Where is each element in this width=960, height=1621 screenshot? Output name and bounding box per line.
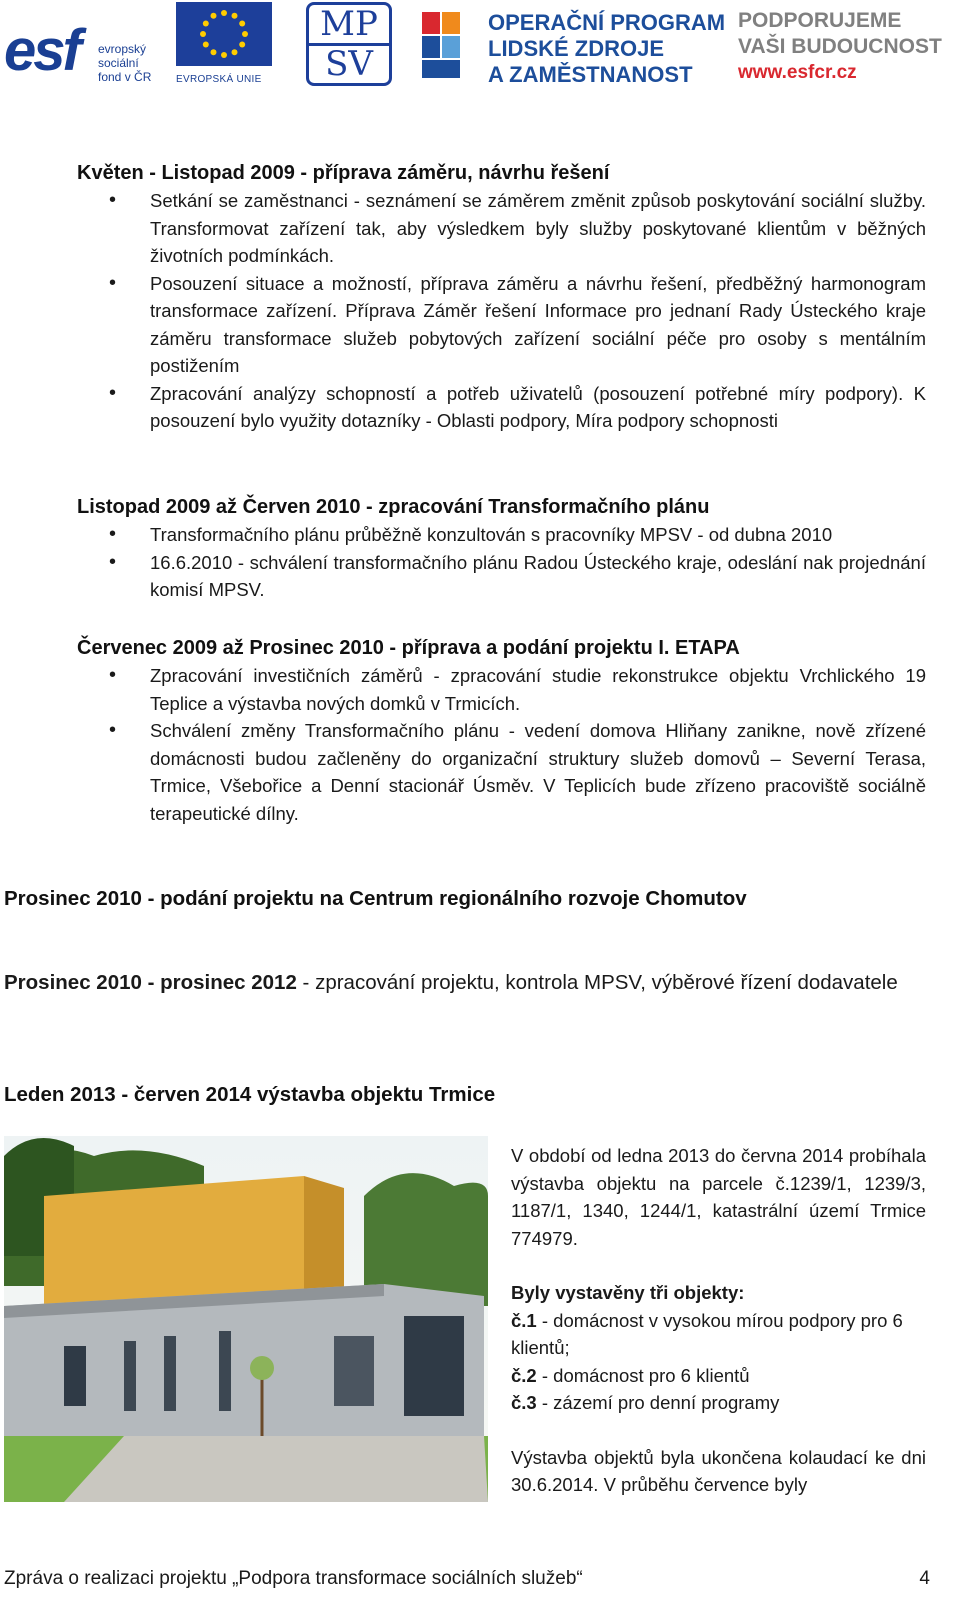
support-logo xyxy=(738,8,948,86)
section-heading: Leden 2013 - červen 2014 výstavba objektu Trmice xyxy=(4,1083,496,1106)
object-text: - domácnost v vysokou mírou podpory pro 6 klientů; xyxy=(511,1309,903,1358)
mpsv-bottom: SV xyxy=(325,44,373,84)
oplz-line: OPERAČNÍ PROGRAM xyxy=(488,10,726,35)
building-photo xyxy=(4,1136,488,1502)
list-item: • Zpracování analýzy schopností a potřeb uživatelů (posouzení potřebné míry podpory). K posouzení bylo využity dotazníky - Oblasti podpory, Míra podpory schopnosti xyxy=(77,380,926,435)
section-construction xyxy=(4,1080,930,1110)
construction-intro: V období od ledna 2013 do června 2014 probíhala výstavba objektu na parcele č.1239/1, 1239/3, 1187/1, 1340, 1244/1, katastrální území Trmice 774979. xyxy=(511,1145,926,1249)
construction-closing: Výstavba objektů byla ukončena kolaudací ke dni 30.6.2014. V průběhu července byly xyxy=(511,1446,926,1495)
esf-line: evropský xyxy=(98,42,147,56)
esf-line: fond v ČR xyxy=(98,70,152,84)
section-heading: Prosinec 2010 - podání projektu na Centrum regionálního rozvoje Chomutov xyxy=(4,887,747,910)
section-transformation-plan xyxy=(77,494,926,604)
eu-flag-icon xyxy=(176,2,272,66)
oplz-line: LIDSKÉ ZDROJE xyxy=(488,36,665,61)
oplz-text xyxy=(488,10,725,88)
page-number: 4 xyxy=(919,1568,930,1589)
list-item: • Transformačního plánu průběžně konzultován s pracovníky MPSV - od dubna 2010 xyxy=(77,521,926,549)
section-processing xyxy=(4,968,926,998)
spacer xyxy=(511,1417,926,1444)
oplz-logo xyxy=(420,4,730,94)
eu-label: EVROPSKÁ UNIE xyxy=(176,74,262,85)
list-item: • Posouzení situace a možností, příprava záměru a návrhu řešení, předběžný harmonogram transformace zařízení. Příprava Záměr řešení Informace pro jednaní Rady Ústeckého kraje záměru transformace služeb pobytových zařízení sociální péče pro osoby s mentálním postižením xyxy=(77,270,926,380)
esf-line: sociální xyxy=(98,56,139,70)
construction-details xyxy=(511,1142,926,1499)
support-line: PODPORUJEME xyxy=(738,9,902,32)
logo-bar xyxy=(0,0,960,100)
support-url: www.esfcr.cz xyxy=(738,62,857,83)
list-item: • Zpracování investičních záměrů - zpracování studie rekonstrukce objektu Vrchlického 19 Teplice a výstavba nových domků v Trmicích. xyxy=(77,662,926,717)
page-footer xyxy=(4,1568,930,1590)
list-item: • Schválení změny Transformačního plánu - vedení domova Hliňany zanikne, nově zřízené domácnosti budou začleněny do organizační struktury služeb domovů – Severní Terasa, Trmice, Všebořice a Denní stacionář Úsměv. V Teplicích bude zřízeno pracoviště sociálně terapeutické dílny. xyxy=(77,717,926,827)
section-submission xyxy=(4,884,930,914)
objects-heading: Byly vystavěny tři objekty: xyxy=(511,1282,745,1303)
object-text: - domácnost pro 6 klientů xyxy=(536,1364,750,1386)
list-item: • 16.6.2010 - schválení transformačního plánu Radou Ústeckého kraje, odeslání nak projednání komisí MPSV. xyxy=(77,549,926,604)
bullet-list xyxy=(77,187,926,435)
spacer xyxy=(511,1252,926,1279)
oplz-line: A ZAMĚSTNANOST xyxy=(488,62,693,87)
footer-title: Zpráva o realizaci projektu „Podpora transformace sociálních služeb“ xyxy=(4,1568,583,1589)
object-item xyxy=(511,1307,926,1362)
section-prepare xyxy=(77,160,926,435)
object-item xyxy=(511,1362,926,1390)
bullet-list xyxy=(77,662,926,827)
mpsv-top: MP xyxy=(309,5,389,46)
section-heading: Červenec 2009 až Prosinec 2010 - příprava a podání projektu I. ETAPA xyxy=(77,637,740,659)
support-line: VAŠI BUDOUCNOST xyxy=(738,35,942,58)
object-number: č.3 xyxy=(511,1392,537,1413)
bullet-list xyxy=(77,521,926,604)
esf-mark: esf xyxy=(4,18,79,83)
esf-logo xyxy=(4,2,172,90)
section-project-stage xyxy=(77,635,926,827)
object-item xyxy=(511,1389,926,1417)
processing-dates: Prosinec 2010 - prosinec 2012 xyxy=(4,971,297,994)
eu-logo xyxy=(176,2,280,90)
object-text: - zázemí pro denní programy xyxy=(536,1392,780,1413)
oplz-mark-icon xyxy=(420,6,480,86)
object-number: č.2 xyxy=(511,1364,537,1386)
object-number: č.1 xyxy=(511,1309,537,1331)
processing-paragraph xyxy=(4,968,926,998)
processing-text: - zpracování projektu, kontrola MPSV, výběrové řízení dodavatele xyxy=(296,971,898,994)
esf-text xyxy=(98,42,151,84)
mpsv-logo xyxy=(306,2,392,86)
section-heading: Květen - Listopad 2009 - příprava záměru, návrhu řešení xyxy=(77,162,610,184)
list-item: • Setkání se zaměstnanci - seznámení se záměrem změnit způsob poskytování sociální služby. Transformovat zařízení tak, aby výsledkem byly služby poskytované klientům v běžných životních podmínkách. xyxy=(77,187,926,270)
section-heading: Listopad 2009 až Červen 2010 - zpracování Transformačního plánu xyxy=(77,496,710,518)
